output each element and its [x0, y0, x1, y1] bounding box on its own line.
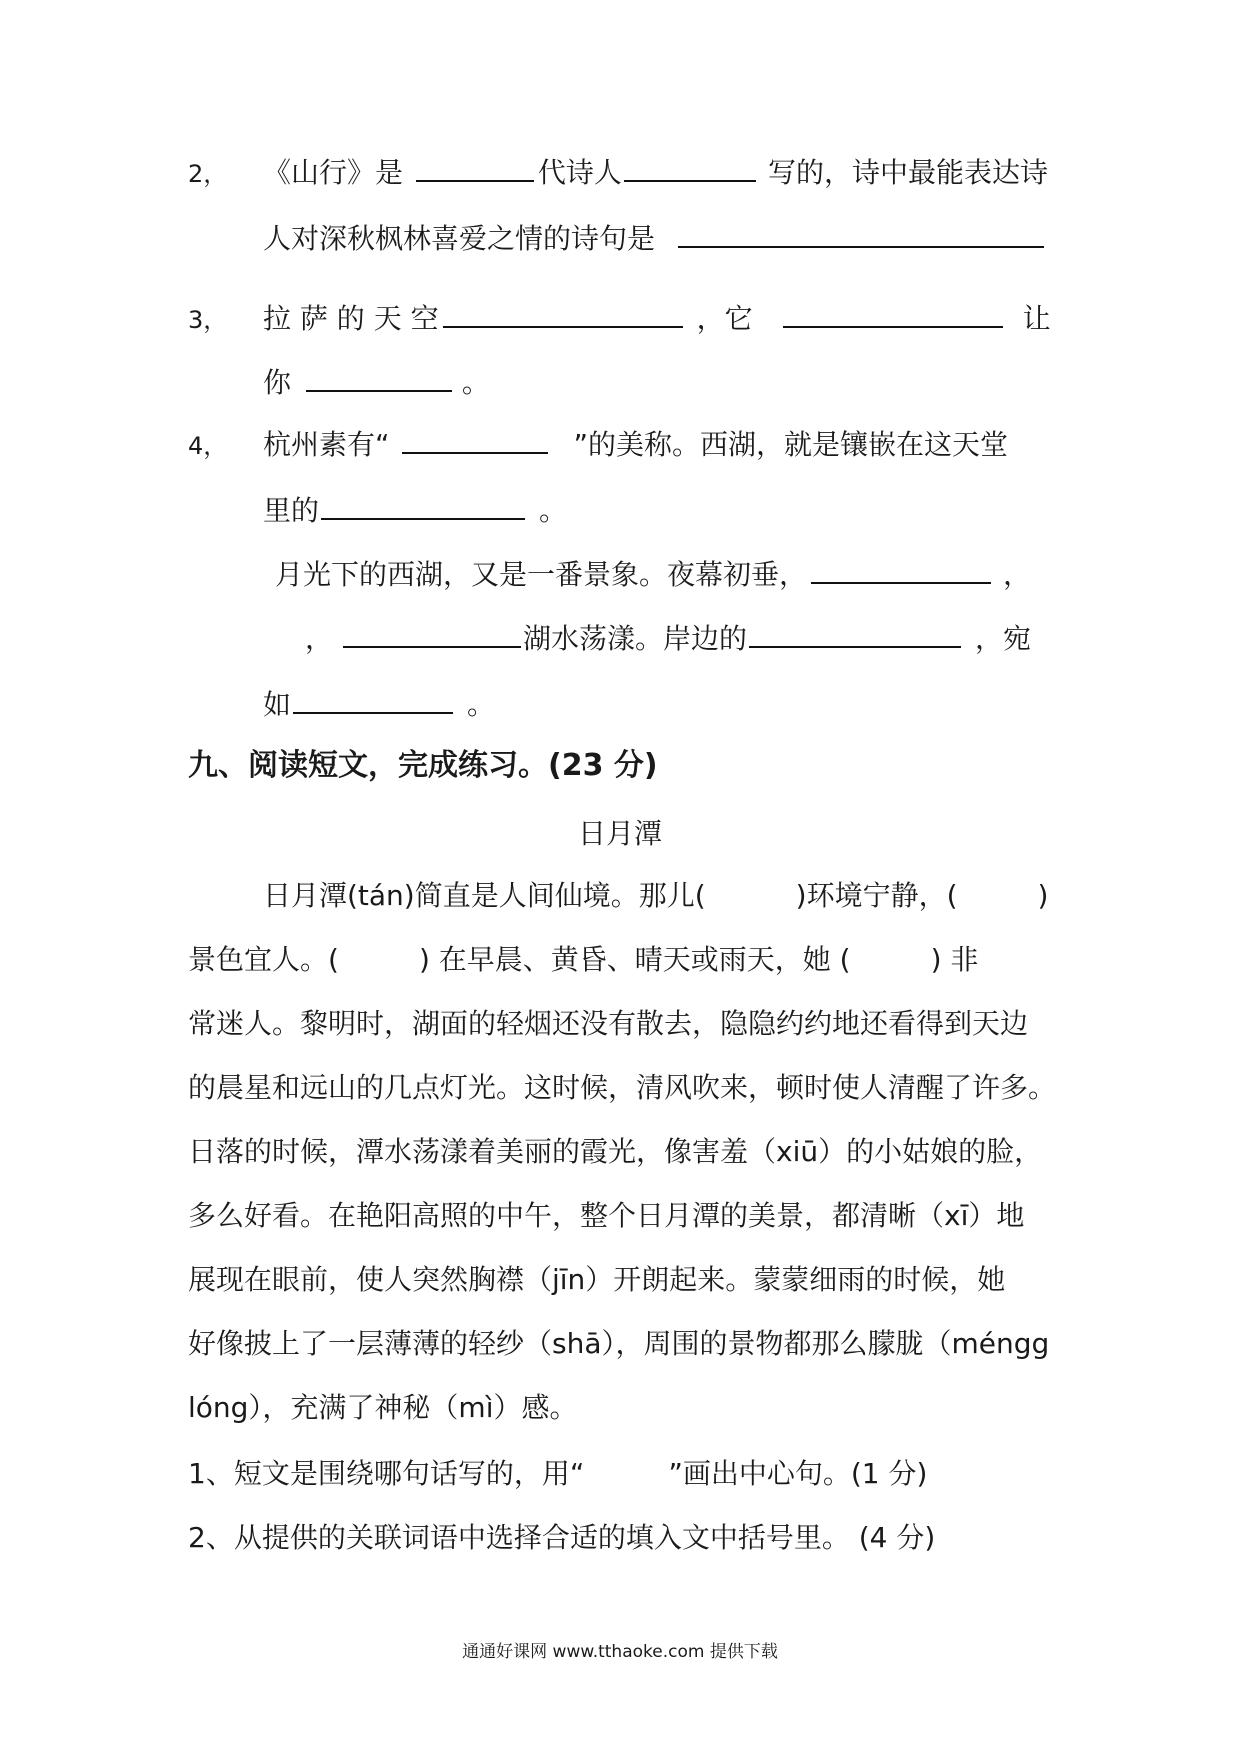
passage-text: ) 在早晨、黄昏、晴天或雨天，她 ( — [418, 943, 851, 976]
answer-blank[interactable] — [306, 362, 452, 392]
passage-text: ) 非 — [930, 943, 979, 976]
answer-blank[interactable] — [321, 490, 525, 520]
fill-in-line — [263, 684, 495, 723]
answer-blank[interactable] — [678, 218, 1044, 248]
fill-text: 杭州素有“ — [263, 428, 390, 461]
passage-line: 日落的时候，潭水荡漾着美丽的霞光，像害羞（xiū）的小姑娘的脸， — [188, 1135, 1043, 1168]
fill-text: 你 — [263, 366, 292, 399]
page-footer: 通通好课网 www.tthaoke.com 提供下载 — [462, 1642, 778, 1662]
fill-text: 代诗人 — [537, 156, 622, 189]
answer-blank[interactable] — [624, 152, 756, 182]
exercise-question: 2、从提供的关联词语中选择合适的填入文中括号里。 (4 分) — [188, 1521, 936, 1554]
fill-in-line — [263, 298, 1051, 337]
fill-text: 让 — [1022, 302, 1051, 335]
question-number: 2， — [188, 160, 228, 188]
fill-text: 月光下的西湖，又是一番景象。夜幕初垂， — [275, 558, 808, 591]
passage-title: 日月潭 — [577, 817, 662, 850]
passage-line: 的晨星和远山的几点灯光。这时候，清风吹来，顿时使人清醒了许多。 — [188, 1071, 1057, 1104]
answer-blank[interactable] — [783, 298, 1003, 328]
answer-blank[interactable] — [443, 298, 683, 328]
exercise-question: 1、短文是围绕哪句话写的，用“ ”画出中心句。(1 分) — [188, 1457, 928, 1490]
fill-text: ，宛 — [975, 622, 1032, 655]
answer-blank[interactable] — [811, 554, 991, 584]
fill-text: 拉 萨 的 天 空 — [263, 302, 439, 335]
passage-text: )环境宁静，( — [795, 879, 958, 912]
passage-line: 展现在眼前，使人突然胸襟（jīn）开朗起来。蒙蒙细雨的时候，她 — [188, 1263, 1006, 1296]
fill-in-line — [263, 362, 490, 401]
fill-in-line — [263, 152, 1048, 191]
fill-text: 《山行》是 — [263, 156, 404, 189]
fill-text: 。 — [467, 688, 496, 721]
passage-line — [263, 878, 1048, 914]
passage-line: 常迷人。黎明时，湖面的轻烟还没有散去，隐隐约约地还看得到天边 — [188, 1007, 1029, 1040]
passage-line: 好像披上了一层薄薄的轻纱（shā），周围的景物都那么朦胧（méngg — [188, 1327, 1050, 1360]
answer-blank[interactable] — [749, 618, 961, 648]
passage-line: 多么好看。在艳阳高照的中午，整个日月潭的美景，都清晰（xī）地 — [188, 1199, 1025, 1232]
fill-in-line — [305, 618, 1031, 657]
answer-blank[interactable] — [402, 424, 548, 454]
fill-text: ”的美称。西湖，就是镶嵌在这天堂 — [573, 428, 1009, 461]
fill-text: 人对深秋枫林喜爱之情的诗句是 — [263, 222, 656, 255]
fill-text: ， — [305, 622, 334, 655]
fill-in-line — [263, 490, 567, 529]
answer-blank[interactable] — [343, 618, 521, 648]
question-number: 4， — [188, 432, 228, 460]
answer-blank[interactable] — [293, 684, 453, 714]
passage-text: 景色宜人。( — [188, 943, 339, 976]
answer-blank[interactable] — [416, 152, 534, 182]
fill-text: 写的，诗中最能表达诗 — [767, 156, 1048, 189]
section-heading: 九、阅读短文，完成练习。(23 分) — [188, 748, 658, 783]
passage-line: lóng），充满了神秘（mì）感。 — [188, 1391, 578, 1424]
passage-line — [188, 942, 978, 978]
fill-text: 如 — [263, 688, 292, 721]
fill-text: ， — [1003, 558, 1032, 591]
fill-in-line — [263, 424, 1008, 463]
fill-in-line — [275, 554, 1031, 593]
passage-text: ) — [1037, 879, 1049, 912]
fill-text: 湖水荡漾。岸边的 — [523, 622, 748, 655]
fill-text: ，它 — [696, 302, 753, 335]
fill-text: 。 — [539, 494, 568, 527]
fill-in-line — [263, 218, 1044, 257]
fill-text: 。 — [461, 366, 490, 399]
passage-text: 日月潭(tán)简直是人间仙境。那儿( — [263, 879, 706, 912]
question-number: 3， — [188, 306, 228, 334]
fill-text: 里的 — [263, 494, 320, 527]
